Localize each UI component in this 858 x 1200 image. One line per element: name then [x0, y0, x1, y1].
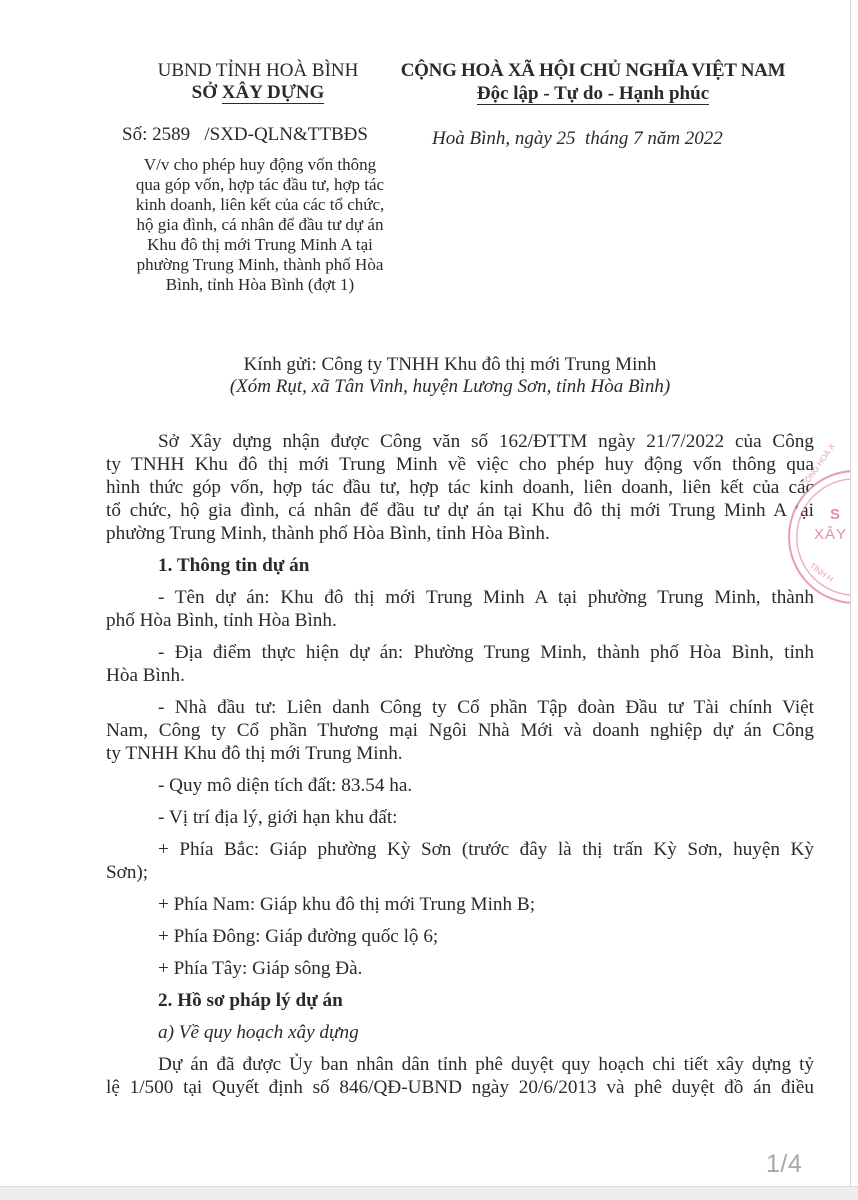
page-edge-divider — [850, 0, 851, 1186]
section-heading-2: 2. Hồ sơ pháp lý dự án — [158, 990, 343, 1011]
seal-arc-text-bottom: TỈNH H — [807, 561, 835, 584]
text-line: - Vị trí địa lý, giới hạn khu đất: — [158, 807, 398, 828]
boundaries-label — [106, 806, 814, 829]
seal-letter: S — [830, 506, 841, 523]
organization-name — [108, 82, 408, 104]
text-line: phường Trung Minh, thành phố Hòa Bình, tỉnh Hòa Bình. — [106, 523, 550, 544]
text-line: Sơn); — [106, 862, 149, 883]
project-location-paragraph — [106, 641, 814, 687]
text-line: ty TNHH Khu đô thị mới Trung Minh. — [106, 743, 403, 764]
subject-line: qua góp vốn, hợp tác đầu tư, hợp tác — [135, 175, 385, 194]
text-line: hình thức góp vốn, hợp tác đầu tư, hợp tác kinh doanh, liên doanh, liên kết của các — [106, 477, 814, 498]
investor-paragraph — [106, 696, 814, 765]
project-name-paragraph — [106, 586, 814, 632]
document-body — [106, 430, 814, 1099]
text-line: Hòa Bình. — [106, 665, 185, 686]
recipient-block — [150, 354, 750, 398]
text-line: tổ chức, hộ gia đình, cá nhân để đầu tư dự án tại Khu đô thị mới Trung Minh A tại — [106, 500, 814, 521]
seal-arc-text-top: CÔNG HOÀ X — [800, 442, 837, 490]
intro-paragraph — [106, 430, 814, 545]
text-line: Sở Xây dựng nhận được Công văn số 162/ĐTTM ngày 21/7/2022 của Công — [158, 431, 814, 452]
recipient-name: Kính gửi: Công ty TNHH Khu đô thị mới Trung Minh — [243, 354, 657, 375]
boundary-east — [106, 925, 814, 948]
text-line: ty TNHH Khu đô thị mới Trung Minh về việc cho phép huy động vốn thông qua — [106, 454, 814, 475]
planning-paragraph — [106, 1053, 814, 1099]
text-line: Nam, Công ty Cổ phần Thương mại Ngôi Nhà Mới và doanh nghiệp dự án Công — [106, 720, 814, 741]
text-line: + Phía Nam: Giáp khu đô thị mới Trung Minh B; — [158, 894, 536, 915]
page-indicator: 1/4 — [766, 1150, 803, 1178]
subject-line: phường Trung Minh, thành phố Hòa — [136, 255, 384, 274]
document-subject — [110, 155, 410, 295]
viewer-bottom-bar — [0, 1186, 858, 1200]
seal-text: XÂY — [814, 526, 848, 543]
subject-line: V/v cho phép huy động vốn thông — [143, 155, 377, 174]
national-header — [398, 60, 788, 106]
boundary-south — [106, 893, 814, 916]
national-motto — [398, 82, 788, 106]
boundary-north — [106, 838, 814, 884]
text-line: + Phía Tây: Giáp sông Đà. — [158, 958, 363, 979]
organization-prefix: SỞ — [191, 82, 222, 103]
recipient-address: (Xóm Rụt, xã Tân Vinh, huyện Lương Sơn, tỉnh Hòa Bình) — [229, 376, 671, 397]
place-and-date: Hoà Bình, ngày 25 tháng 7 năm 2022 — [432, 128, 723, 149]
text-line: - Nhà đầu tư: Liên danh Công ty Cổ phần Tập đoàn Đầu tư Tài chính Việt — [158, 697, 814, 718]
text-line: lệ 1/500 tại Quyết định số 846/QĐ-UBND ngày 20/6/2013 và phê duyệt đồ án điều — [106, 1077, 814, 1098]
organization-underlined: XÂY DỰNG — [221, 82, 325, 103]
text-line: + Phía Đông: Giáp đường quốc lộ 6; — [158, 926, 439, 947]
text-line: - Quy mô diện tích đất: 83.54 ha. — [158, 775, 413, 796]
land-area-paragraph — [106, 774, 814, 797]
issuing-authority — [108, 60, 408, 104]
subject-line: Bình, tỉnh Hòa Bình (đợt 1) — [165, 275, 355, 294]
parent-organization: UBND TỈNH HOÀ BÌNH — [157, 60, 359, 81]
section-heading-1: 1. Thông tin dự án — [158, 555, 310, 576]
subject-line: hộ gia đình, cá nhân để đầu tư dự án — [136, 215, 384, 234]
text-line: - Tên dự án: Khu đô thị mới Trung Minh A tại phường Trung Minh, thành — [158, 587, 814, 608]
subject-line: Khu đô thị mới Trung Minh A tại — [147, 235, 373, 254]
text-line: phố Hòa Bình, tỉnh Hòa Bình. — [106, 610, 337, 631]
text-line: + Phía Bắc: Giáp phường Kỳ Sơn (trước đây là thị trấn Kỳ Sơn, huyện Kỳ — [158, 839, 814, 860]
text-line: - Địa điểm thực hiện dự án: Phường Trung Minh, thành phố Hòa Bình, tỉnh — [158, 642, 814, 663]
document-number: Số: 2589 /SXD-QLN&TTBĐS — [122, 124, 368, 145]
subject-line: kinh doanh, liên kết của các tổ chức, — [135, 195, 385, 214]
text-line: Dự án đã được Ủy ban nhân dân tỉnh phê duyệt quy hoạch chi tiết xây dựng tỷ — [158, 1054, 814, 1075]
boundary-west — [106, 957, 814, 980]
nation-title: CỘNG HOÀ XÃ HỘI CHỦ NGHĨA VIỆT NAM — [400, 60, 786, 81]
subsection-heading-a: a) Về quy hoạch xây dựng — [158, 1022, 359, 1043]
motto-text: Độc lập - Tự do - Hạnh phúc — [476, 83, 710, 104]
